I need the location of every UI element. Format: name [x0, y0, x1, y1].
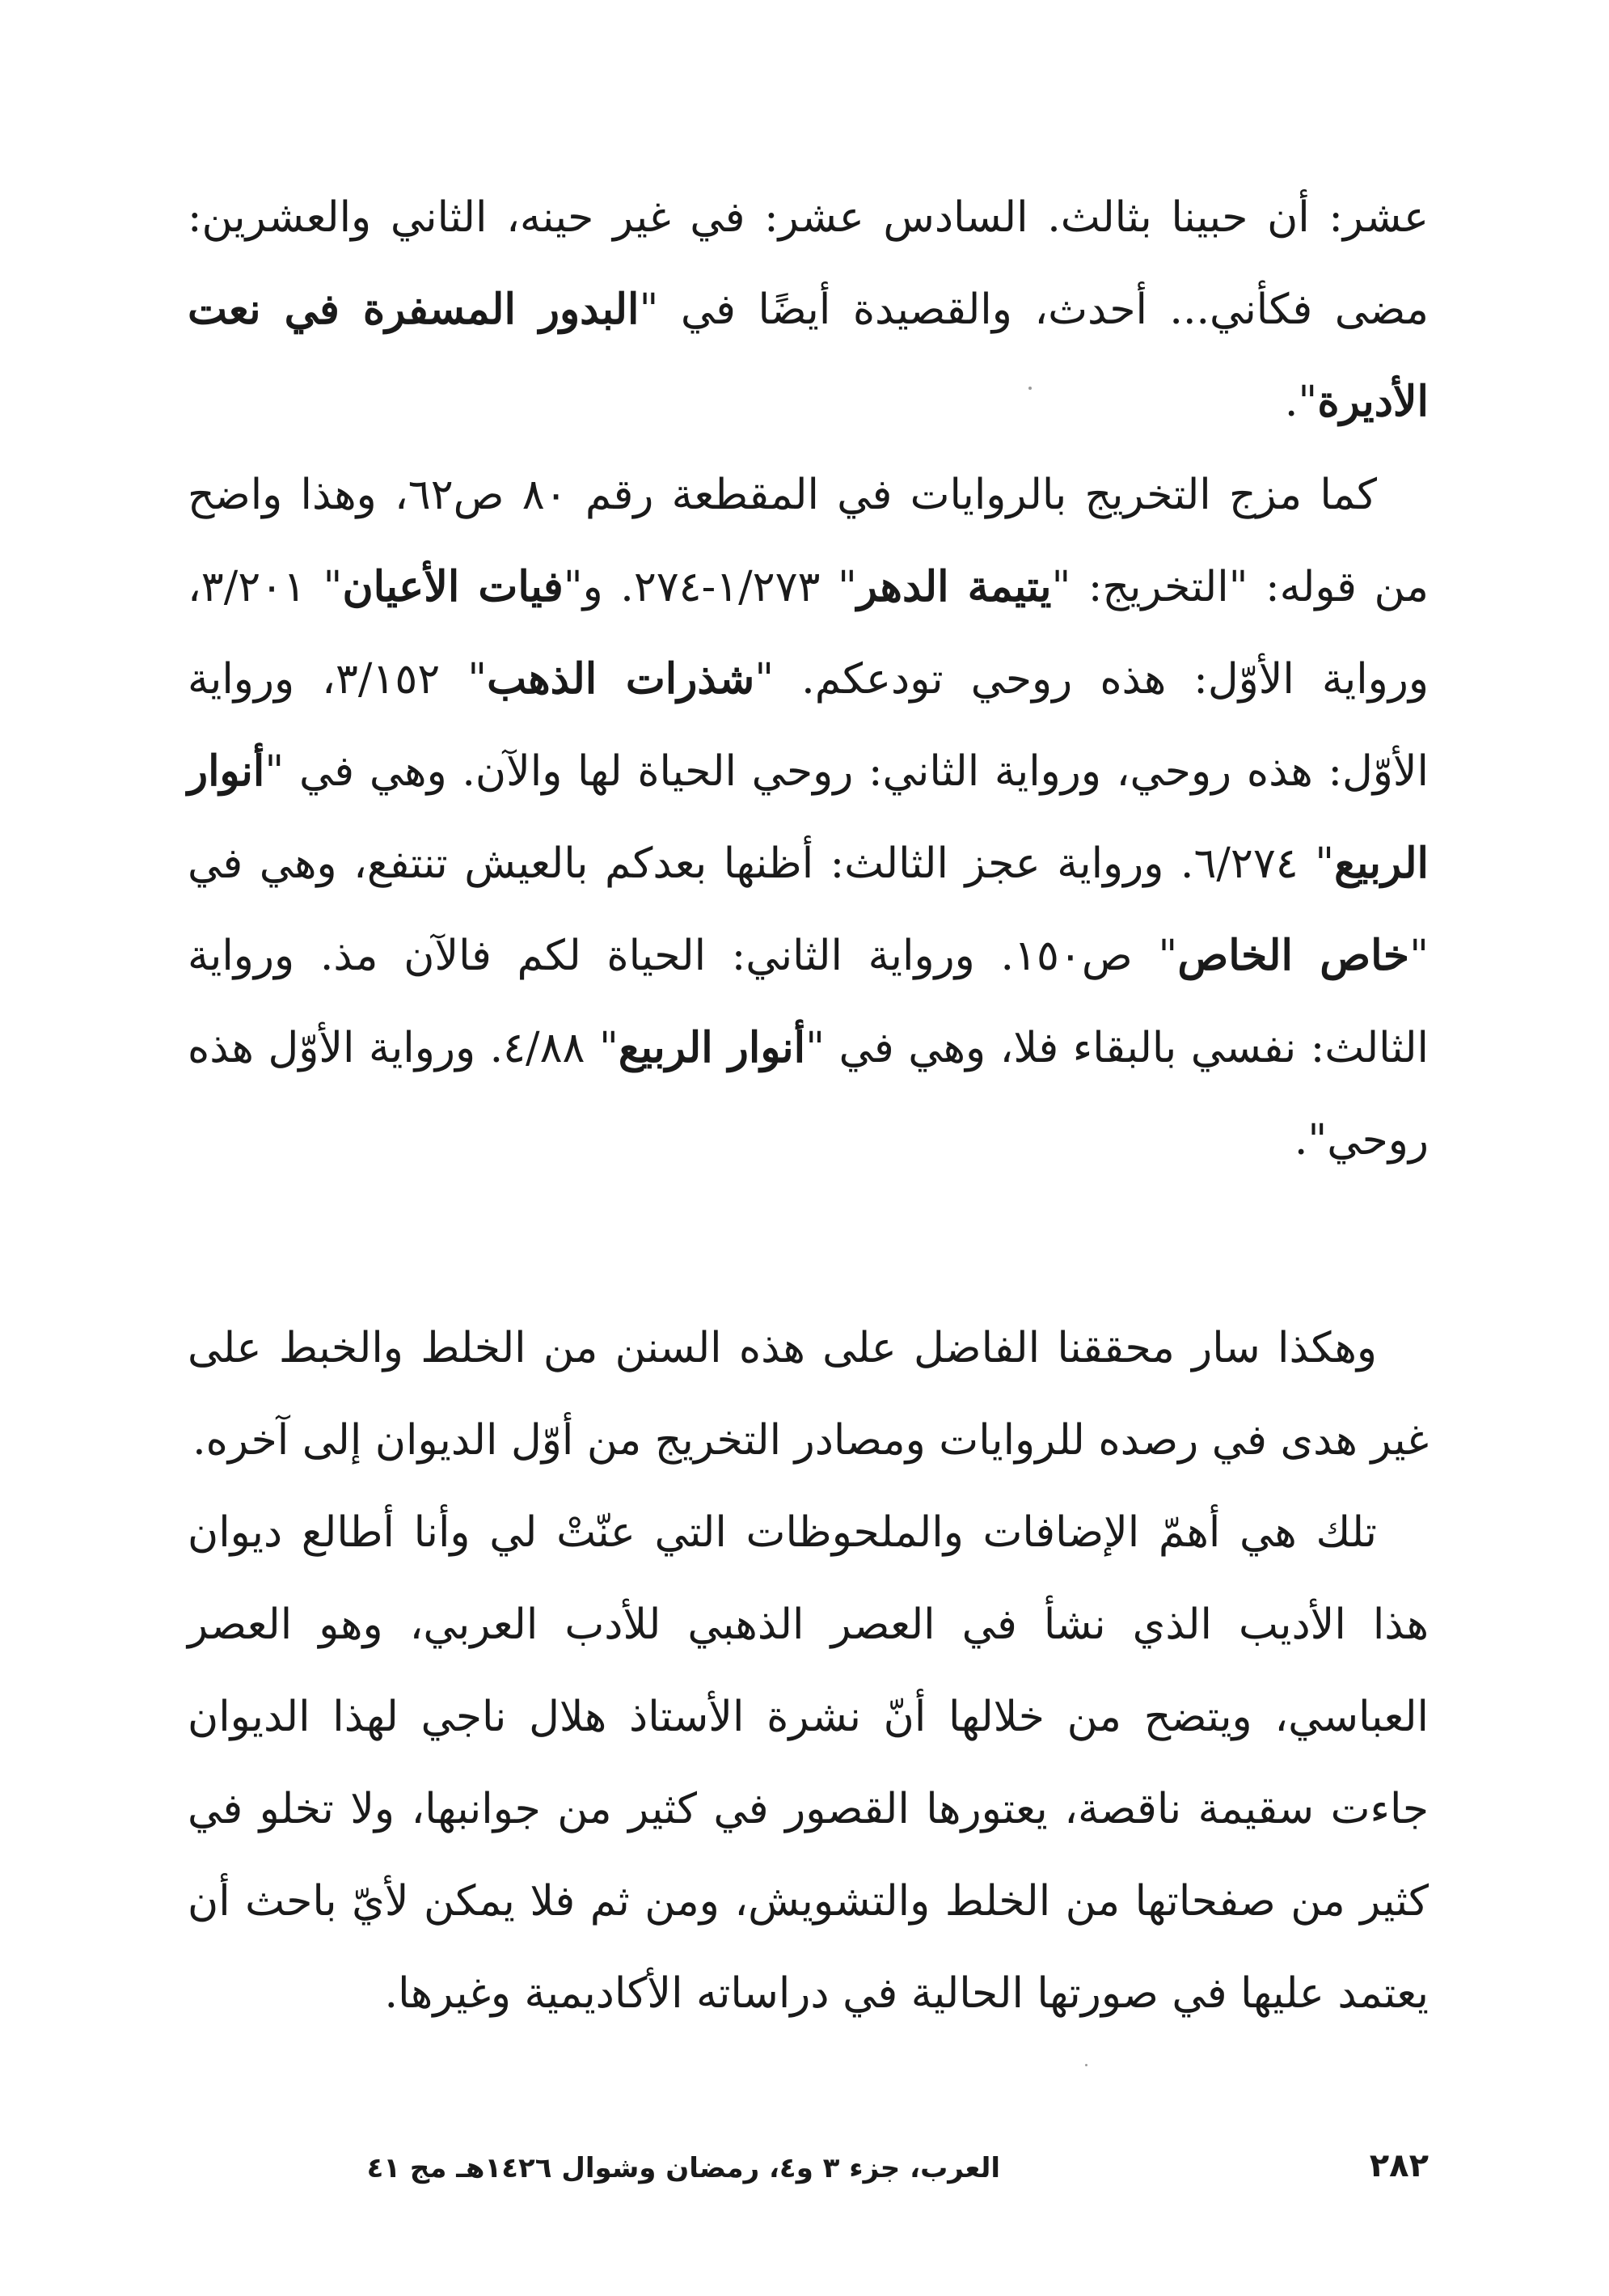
text-run: ".	[1284, 378, 1318, 426]
bold-title: البدور المسفرة في نعت الأديرة	[188, 285, 1429, 426]
paragraph-2	[188, 449, 1429, 1186]
text-run: " ٤/٨٨. ورواية الأوّل هذه روحي".	[188, 1024, 1429, 1165]
paragraph-1	[188, 171, 1429, 448]
text-run: " ٣/١٥٢، ورواية الأوّل: هذه روحي، ورواية الثاني: روحي الحياة لها والآن. وهي في "	[188, 655, 1429, 796]
bold-title: فيات الأعيان	[342, 562, 564, 611]
text-run: " ١/٢٧٣-٢٧٤. و"	[563, 563, 857, 611]
page-number: ٢٨٢	[1369, 2147, 1429, 2184]
running-head: العرب، جزء ٣ و٤، رمضان وشوال ١٤٢٦هـ مج ٤١	[366, 2152, 1000, 2184]
bold-title: أنوار الربيع	[188, 746, 1429, 888]
text-run: وهكذا سار محققنا الفاضل على هذه السنن من الخلط والخبط على غير هدى في رصده للروايات ومصادر التخريج من أوّل الديوان إلى آخره.	[188, 1324, 1429, 1465]
text-run: تلك هي أهمّ الإضافات والملحوظات التي عنّتْ لي وأنا أطالع ديوان هذا الأديب الذي نشأ في العصر الذهبي للأدب العربي، وهو العصر العباسي، ويتضح من خلالها أنّ نشرة الأستاذ هلال ناجي لهذا الديوان جاءت سقيمة ناقصة، يعتورها القصور في كثير من جوانبها، ولا تخلو في كثير من صفحاتها من الخلط والتشويش، ومن ثم فلا يمكن لأيّ باحث أن يعتمد عليها في صورتها الحالية في دراساته الأكاديمية وغيرها.	[188, 1508, 1429, 2018]
text-run: " ٣/٢٠١، ورواية الأوّل: هذه روحي تودعكم. "	[188, 563, 1429, 704]
bold-title: خاص الخاص	[1177, 931, 1410, 980]
text-run: " ٦/٢٧٤. ورواية عجز الثالث: أظنها بعدكم بالعيش تنتفع، وهي في "	[188, 839, 1430, 980]
scan-speck	[1028, 387, 1032, 390]
bold-title: أنوار الربيع	[618, 1023, 806, 1072]
paragraph-4	[188, 1486, 1429, 2040]
text-run: كما مزج التخريج بالروايات في المقطعة رقم ٨٠ ص٦٢، وهذا واضح من قوله: "التخريج: "	[188, 471, 1429, 611]
scan-speck	[1085, 2064, 1087, 2066]
text-run: عشر: أن حبينا بثالث. السادس عشر: في غير حينه، الثاني والعشرين: مضى فكأني... أحدث، والقصيدة أيضًا في "	[188, 193, 1429, 334]
paragraph-3	[188, 1302, 1429, 1486]
page-footer	[188, 2147, 1429, 2204]
bold-title: شذرات الذهب	[487, 654, 755, 704]
text-run: " ص١٥٠. ورواية الثاني: الحياة لكم فالآن مذ. ورواية الثالث: نفسي بالبقاء فلا، وهي في "	[188, 932, 1429, 1072]
bold-title: يتيمة الدهر	[856, 562, 1052, 611]
